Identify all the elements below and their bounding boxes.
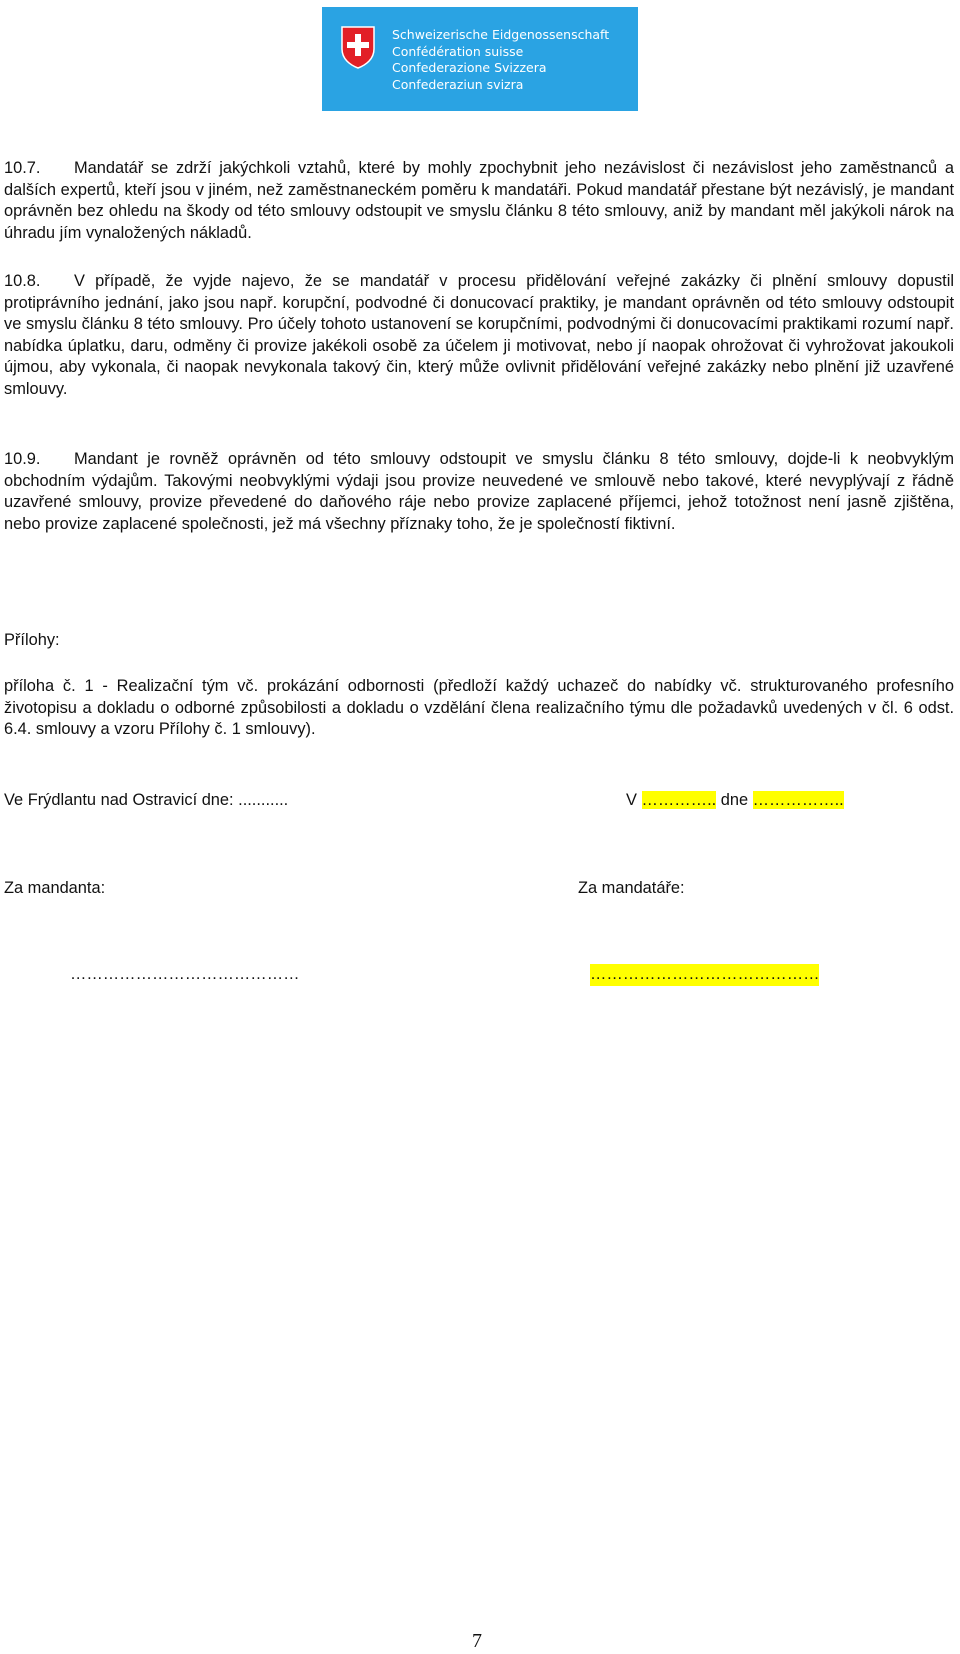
section-number: 10.7. (4, 159, 41, 177)
swiss-cross-shield-icon (340, 25, 376, 69)
logo-text (392, 27, 609, 93)
section-text: Mandant je rovněž oprávněn od této smlouvy odstoupit ve smyslu článku 8 této smlouvy, dojde-li k neobvyklým obchodním výdajům. Takovými neobvyklými výdaji jsou provize neuvedené ve smlouvě nebo takové, které nevyplývají z řádně uzavřené smlouvy, provize převedené do daňového ráje nebo provize zaplacené příjemci, jehož totožnost není jasně zjištěna, nebo provize zaplacené společnosti, jež má všechny příznaky toho, že je společností fiktivní. (4, 450, 954, 533)
signature-place-right (626, 790, 844, 812)
logo-line: Schweizerische Eidgenossenschaft (392, 27, 610, 42)
date-blank: …………….. (752, 791, 844, 809)
section-text: V případě, že vyjde najevo, že se mandatář v procesu přidělování veřejné zakázky či plnění smlouvy dopustil protiprávního jednání, jako jsou např. korupční, podvodné či donucovací praktiky, je mandant oprávněn od této smlouvy odstoupit ve smyslu článku 8 této smlouvy. Pro účely tohoto ustanovení se korupčními, podvodnými či donucovacími praktikami rozumí např. nabídka úplatku, daru, odměny či provize jakékoli osobě za účelem ji motivovat, nebo jí naopak ohrožovat či vyhrožovat jakoukoli újmou, aby vykonala, či naopak nevykonala takový čin, který může ovlivnit přidělování veřejné zakázky nebo plnění již uzavřené smlouvy. (4, 272, 954, 398)
section-10-9 (4, 449, 954, 535)
mandatar-label: Za mandatáře: (578, 879, 685, 897)
place-prefix: V (626, 791, 642, 809)
attachment-item: příloha č. 1 - Realizační tým vč. prokázání odbornosti (předloží každý uchazeč do nabídky vč. strukturovaného profesního životopisu a dokladu o odborné způsobilosti a dokladu o vzdělání člena realizačního týmu dle požadavků uvedených v čl. 6 odst. 6.4. smlouvy a vzoru Přílohy č. 1 smlouvy). (4, 677, 954, 739)
mandant-signature-line: …………………………………… (70, 965, 300, 983)
section-10-8 (4, 271, 954, 401)
section-number: 10.9. (4, 450, 41, 468)
attachments-heading: Přílohy: (4, 631, 60, 649)
page-number: 7 (472, 1630, 482, 1652)
mandant-label: Za mandanta: (4, 879, 106, 897)
logo-line: Confederaziun svizra (392, 76, 524, 92)
section-number: 10.8. (4, 272, 41, 290)
section-10-7 (4, 158, 954, 244)
logo-line: Confédération suisse (392, 43, 524, 59)
place-blank: ………….. (641, 791, 717, 809)
logo-line: Confederazione Svizzera (392, 60, 547, 75)
section-text: Mandatář se zdrží jakýchkoli vztahů, které by mohly zpochybnit jeho nezávislost či nezávislost jeho zaměstnanců a dalších expertů, kteří jsou v jiném, než zaměstnaneckém poměru k mandatáři. Pokud mandatář přestane být nezávislý, je mandant oprávněn bez ohledu na škody od této smlouvy odstoupit ve smyslu článku 8 této smlouvy, aniž by mandant měl jakýkoli nárok na úhradu jím vynaložených nákladů. (4, 159, 954, 242)
mandatar-signature-line: …………………………………… (590, 964, 819, 986)
signature-place-left: Ve Frýdlantu nad Ostravicí dne: ........... (4, 791, 289, 809)
swiss-confederation-logo (322, 7, 638, 111)
date-prefix: dne (716, 791, 753, 809)
